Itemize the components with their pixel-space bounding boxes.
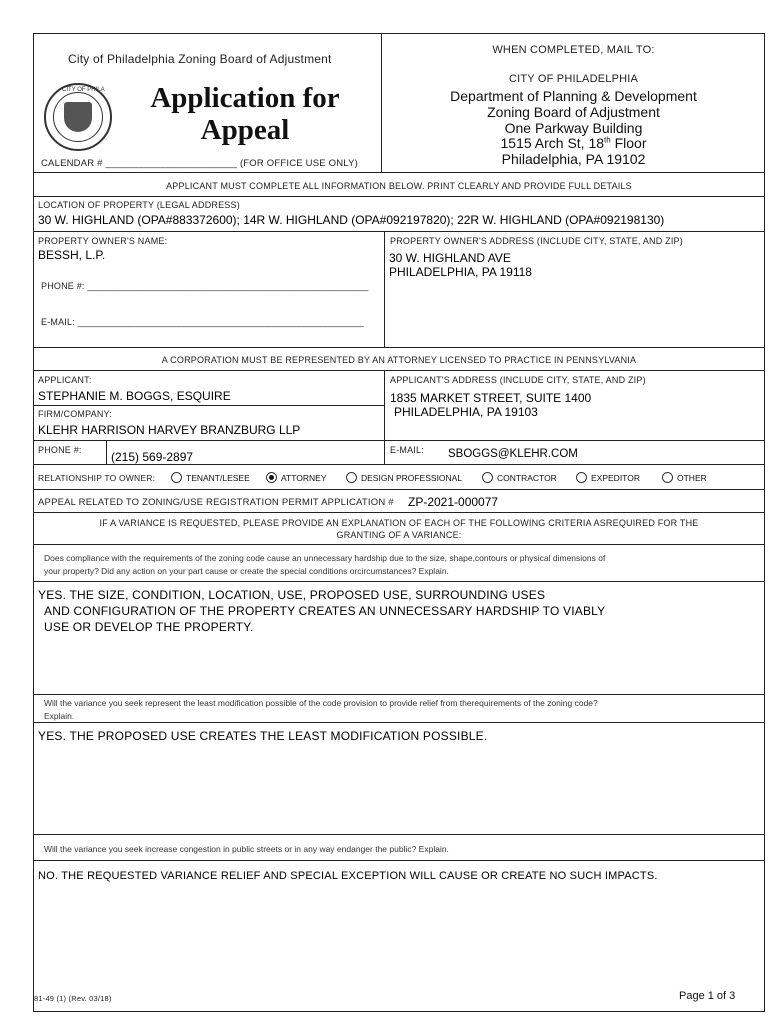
applicant-address-line2[interactable]: PHILADELPHIA, PA 19103 — [394, 405, 538, 419]
mail-street-text: 1515 Arch St, 18 — [500, 135, 605, 151]
question-2-line2: Explain. — [44, 711, 75, 721]
answer-3-line1[interactable]: NO. THE REQUESTED VARIANCE RELIEF AND SPECIAL EXCEPTION WILL CAUSE OR CREATE NO SUCH IMPACTS. — [38, 870, 658, 882]
owner-address-line1[interactable]: 30 W. HIGHLAND AVE — [389, 251, 511, 265]
applicant-email[interactable]: SBOGGS@KLEHR.COM — [448, 448, 578, 460]
relationship-option-contractor-label: CONTRACTOR — [497, 472, 557, 483]
applicant-address-label: APPLICANT'S ADDRESS (INCLUDE CITY, STATE, AND ZIP) — [390, 375, 646, 385]
form-title-line2: Appeal — [200, 114, 290, 146]
applicant-phone-label: PHONE #: — [38, 445, 82, 455]
city-seal-icon — [44, 83, 112, 151]
relationship-option-tenant[interactable] — [171, 472, 250, 483]
form-number: 81-49 (1) (Rev. 03/18) — [34, 994, 112, 1003]
relationship-option-expeditor[interactable] — [576, 472, 640, 483]
mail-building: One Parkway Building — [504, 120, 643, 136]
seal-text: CITY OF PHILA — [62, 87, 105, 93]
question-3-line1: Will the variance you seek increase congestion in public streets or in any way endanger the public? Explain. — [44, 844, 449, 854]
relationship-option-other-label: OTHER — [677, 472, 707, 483]
relationship-option-design[interactable] — [346, 472, 462, 483]
firm-name[interactable]: KLEHR HARRISON HARVEY BRANZBURG LLP — [38, 423, 301, 437]
applicant-label: APPLICANT: — [38, 375, 92, 385]
question-1-line1: Does compliance with the requirements of the zoning code cause an unnecessary hardship due to the size, shape,contours or physical dimensions of — [44, 553, 606, 563]
owner-address-label: PROPERTY OWNER'S ADDRESS (INCLUDE CITY, STATE, AND ZIP) — [390, 236, 683, 246]
relationship-option-other[interactable] — [662, 472, 707, 483]
firm-label: FIRM/COMPANY: — [38, 409, 112, 419]
relationship-option-contractor[interactable] — [482, 472, 557, 483]
applicant-phone[interactable]: (215) 569-2897 — [111, 450, 194, 464]
corporation-notice: A CORPORATION MUST BE REPRESENTED BY AN ATTORNEY LICENSED TO PRACTICE IN PENNSYLVANIA — [161, 355, 637, 365]
relationship-label: RELATIONSHIP TO OWNER: — [38, 473, 156, 483]
relationship-option-design-label: DESIGN PROFESSIONAL — [361, 472, 463, 483]
variance-intro-line1: IF A VARIANCE IS REQUESTED, PLEASE PROVIDE AN EXPLANATION OF EACH OF THE FOLLOWING CRITERIA ASREQUIRED FOR THE — [99, 518, 699, 528]
owner-name-label: PROPERTY OWNER'S NAME: — [38, 236, 168, 246]
location-value[interactable]: 30 W. HIGHLAND (OPA#883372600); 14R W. HIGHLAND (OPA#092197820); 22R W. HIGHLAND (OPA#092198130) — [38, 213, 665, 227]
answer-1-line2[interactable]: AND CONFIGURATION OF THE PROPERTY CREATES AN UNNECESSARY HARDSHIP TO VIABLY — [44, 604, 606, 618]
radio-contractor[interactable] — [482, 472, 493, 483]
location-label: LOCATION OF PROPERTY (LEGAL ADDRESS) — [38, 200, 240, 210]
owner-address-line2[interactable]: PHILADELPHIA, PA 19118 — [389, 265, 532, 279]
answer-2-line1[interactable]: YES. THE PROPOSED USE CREATES THE LEAST MODIFICATION POSSIBLE. — [38, 729, 488, 743]
instructions: APPLICANT MUST COMPLETE ALL INFORMATION BELOW. PRINT CLEARLY AND PROVIDE FULL DETAILS — [166, 181, 632, 191]
mail-city-state: Philadelphia, PA 19102 — [501, 151, 646, 167]
mail-street — [382, 135, 765, 151]
relationship-option-tenant-label: TENANT/LESEE — [186, 472, 250, 483]
calendar-field: CALENDAR # ________________________ (FOR OFFICE USE ONLY) — [41, 158, 358, 169]
mail-street-end: Floor — [610, 135, 647, 151]
radio-other[interactable] — [662, 472, 673, 483]
variance-intro-line2: GRANTING OF A VARIANCE: — [336, 530, 462, 540]
mail-to-label: WHEN COMPLETED, MAIL TO: — [492, 44, 655, 56]
owner-phone-field[interactable]: PHONE #: ______________________________________________________ — [41, 281, 369, 291]
mail-city: CITY OF PHILADELPHIA — [508, 73, 639, 85]
page-number: Page 1 of 3 — [679, 990, 736, 1002]
applicant-address-line1[interactable]: 1835 MARKET STREET, SUITE 1400 — [390, 391, 592, 405]
radio-tenant[interactable] — [171, 472, 182, 483]
board-name: City of Philadelphia Zoning Board of Adjustment — [68, 52, 332, 66]
applicant-email-label: E-MAIL: — [390, 445, 424, 455]
relationship-option-attorney[interactable] — [266, 472, 327, 483]
mail-street-sup: th — [604, 135, 611, 145]
mail-department: Department of Planning & Development — [450, 88, 697, 104]
mail-board: Zoning Board of Adjustment — [487, 104, 660, 120]
form-title-line1: Application for — [150, 82, 340, 114]
applicant-name[interactable]: STEPHANIE M. BOGGS, ESQUIRE — [38, 389, 231, 403]
answer-1-line3[interactable]: USE OR DEVELOP THE PROPERTY. — [44, 620, 254, 634]
radio-attorney[interactable] — [266, 472, 277, 483]
radio-design[interactable] — [346, 472, 357, 483]
owner-email-field[interactable]: E-MAIL: _______________________________________________________ — [41, 317, 364, 327]
question-1-line2: your property? Did any action on your part cause or create the special conditions orcircumstances? Explain. — [44, 566, 449, 576]
relationship-option-attorney-label: ATTORNEY — [281, 472, 327, 483]
question-2-line1: Will the variance you seek represent the least modification possible of the code provision to provide relief from therequirements of the zoning code? — [44, 698, 598, 708]
appeal-permit-number[interactable]: ZP-2021-000077 — [408, 495, 499, 509]
appeal-label: APPEAL RELATED TO ZONING/USE REGISTRATION PERMIT APPLICATION # — [38, 497, 394, 508]
relationship-option-expeditor-label: EXPEDITOR — [591, 472, 640, 483]
answer-1-line1[interactable]: YES. THE SIZE, CONDITION, LOCATION, USE, PROPOSED USE, SURROUNDING USES — [38, 588, 546, 602]
radio-expeditor[interactable] — [576, 472, 587, 483]
owner-name[interactable]: BESSH, L.P. — [38, 248, 106, 262]
